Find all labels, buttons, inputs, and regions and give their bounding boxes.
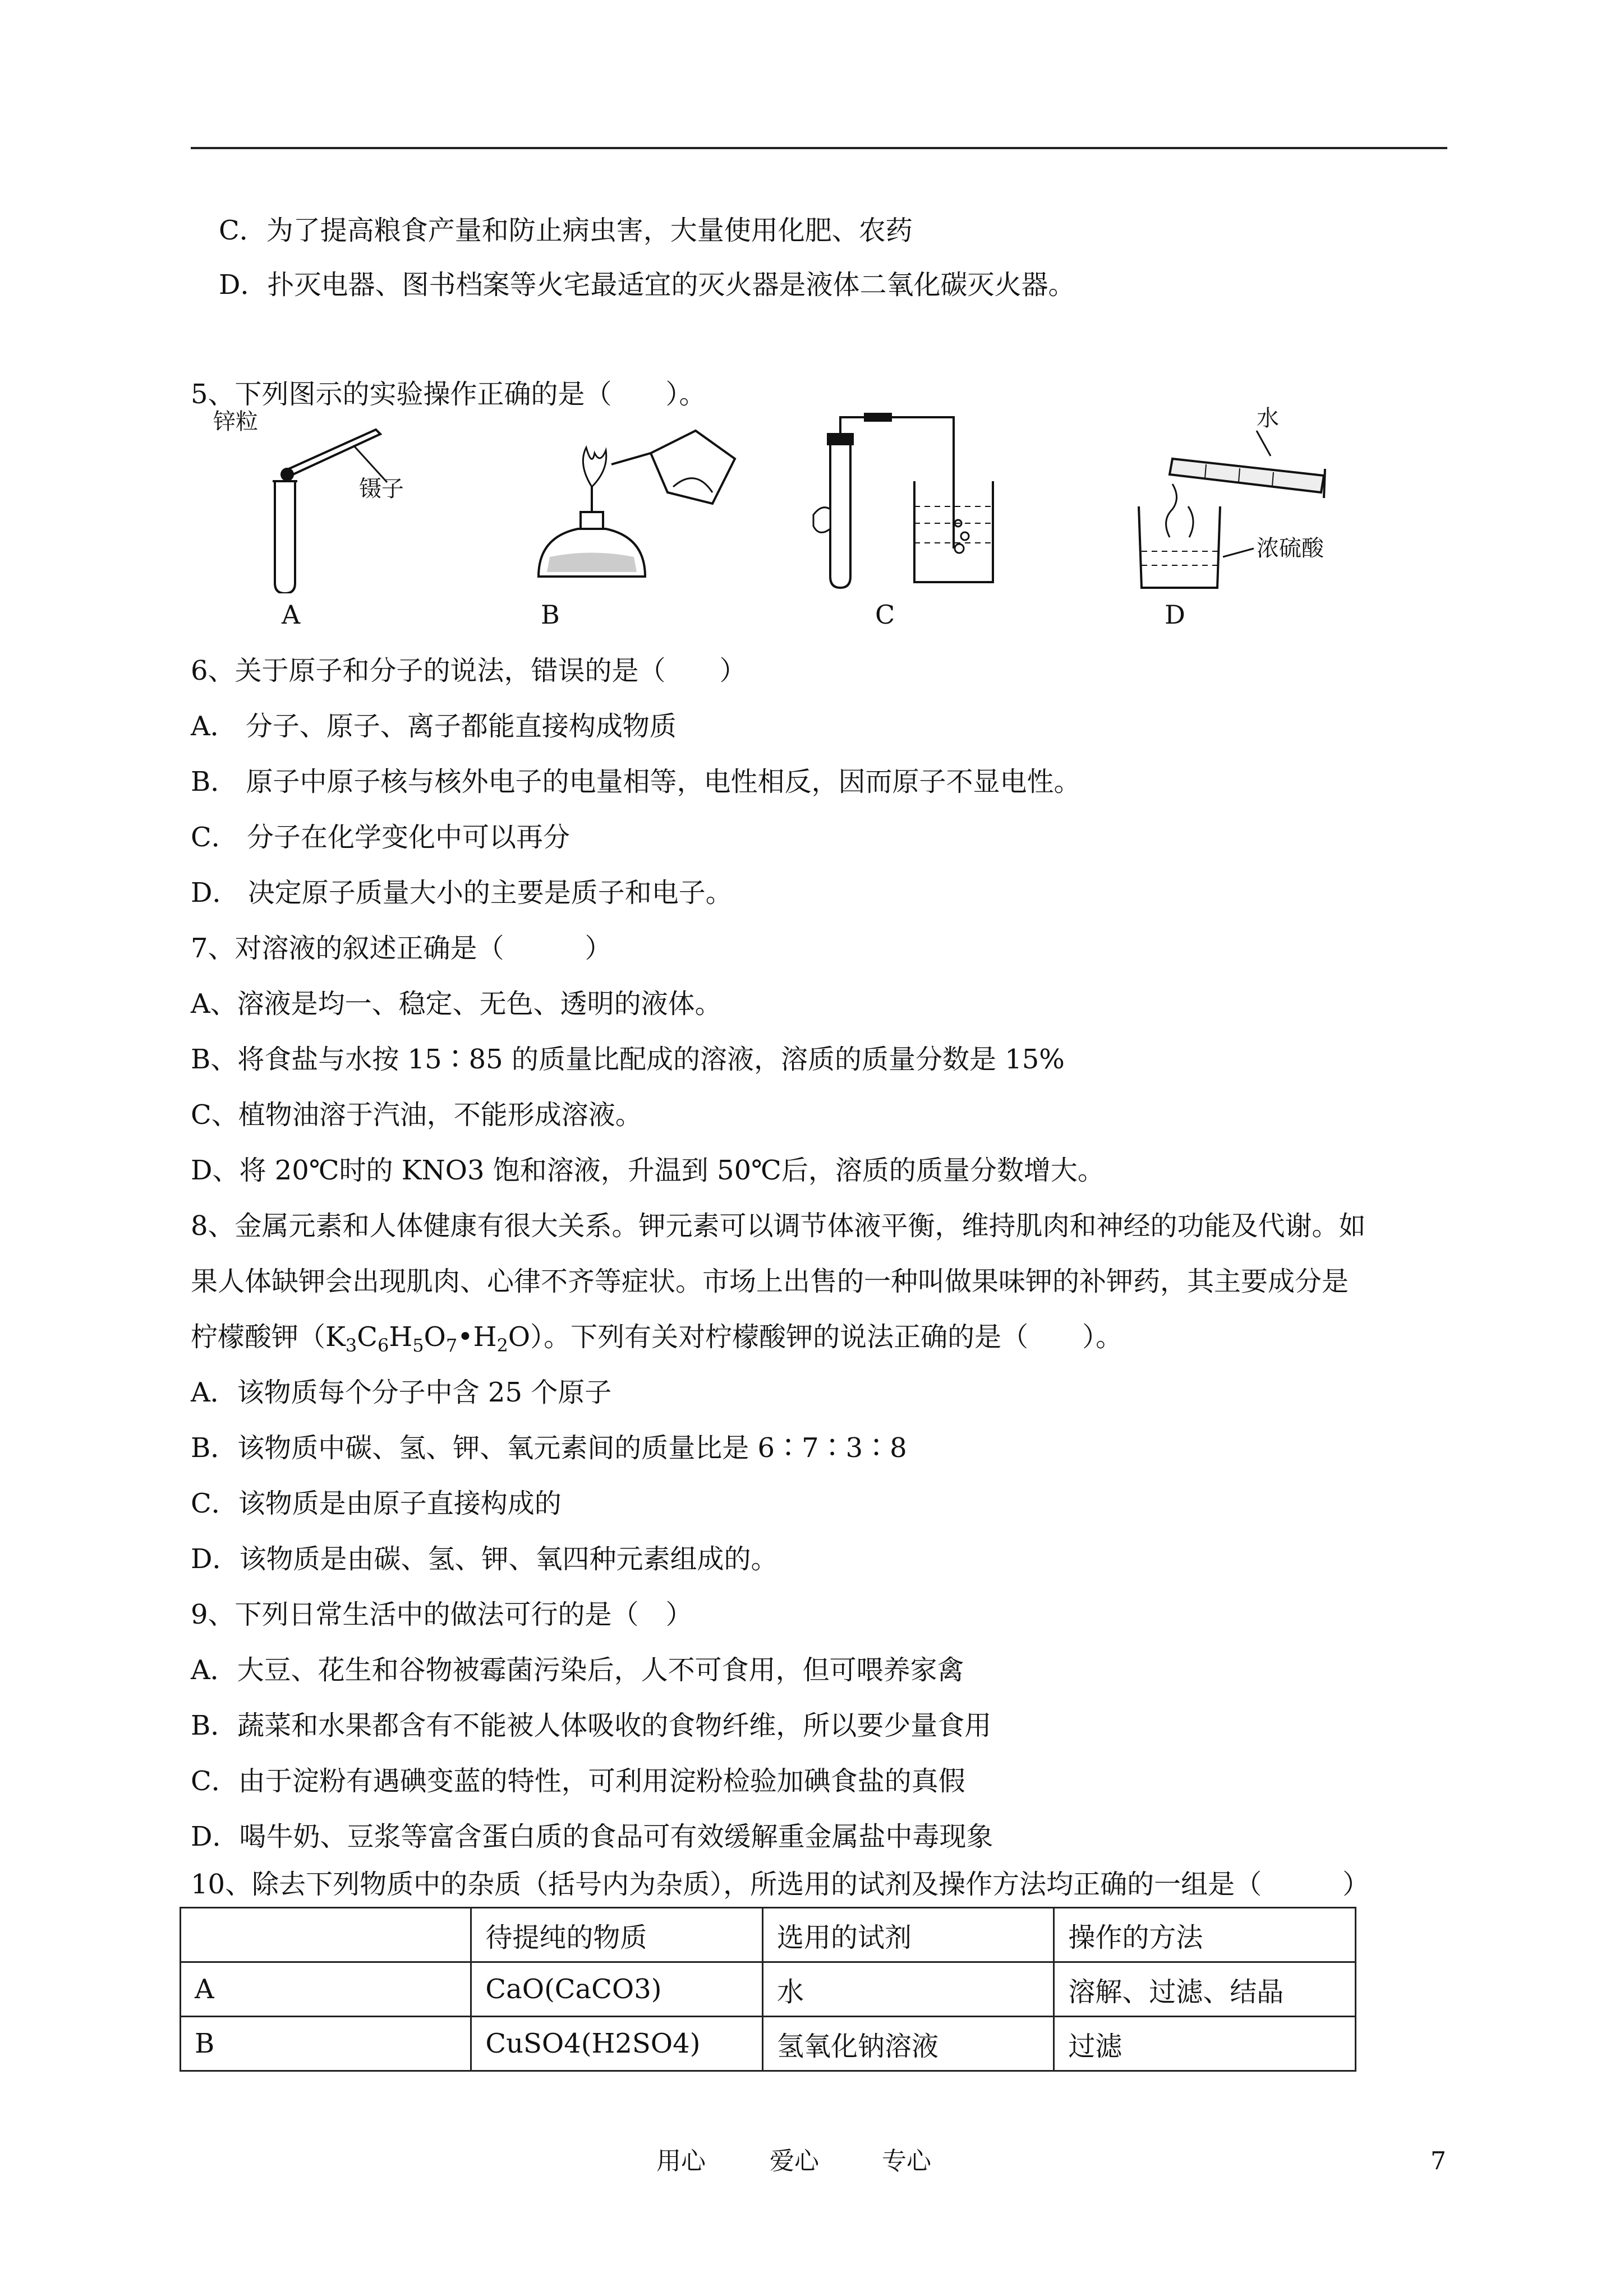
- q4-option-d: D．扑灭电器、图书档案等火宅最适宜的灭火器是液体二氧化碳灭火器。: [219, 269, 1075, 301]
- q8-option-b: B．该物质中碳、氢、钾、氧元素间的质量比是 6∶7∶3∶8: [191, 1432, 907, 1464]
- table-cell: 水: [763, 1962, 1054, 2017]
- figure-d-water-label: 水: [1257, 405, 1279, 431]
- table-cell: 氢氧化钠溶液: [763, 2017, 1054, 2071]
- table-header-row: [181, 1908, 1356, 1962]
- q10-table: [180, 1907, 1356, 2072]
- q5-stem: 5、下列图示的实验操作正确的是（ ）。: [191, 379, 706, 410]
- q7-stem: 7、对溶液的叙述正确是（ ）: [191, 933, 612, 964]
- table-header-cell: 操作的方法: [1054, 1908, 1356, 1962]
- figure-c-label: C: [875, 600, 895, 630]
- q8-stem-line-3: 柠檬酸钾$(K_3C_6H_5O_7•H_2O)$。下列有关对柠檬酸钾的说法正确的是（ ）。: [191, 1321, 1123, 1356]
- table-cell: A: [181, 1962, 471, 2017]
- q8-stem-line-1: 8、金属元素和人体健康有很大关系。钾元素可以调节体液平衡，维持肌肉和神经的功能及代谢。如: [191, 1210, 1366, 1242]
- table-cell: 过滤: [1054, 2017, 1356, 2071]
- q9-option-d: D．喝牛奶、豆浆等富含蛋白质的食品可有效缓解重金属盐中毒现象: [191, 1821, 993, 1852]
- table-row: [181, 2017, 1356, 2071]
- figure-c-gas-collection: [797, 408, 1066, 593]
- figure-d-label: D: [1165, 600, 1185, 630]
- q6-option-b: B． 原子中原子核与核外电子的电量相等，电性相反，因而原子不显电性。: [191, 766, 1081, 797]
- q7-option-b: B、将食盐与水按 15∶85 的质量比配成的溶液，溶质的质量分数是 15%: [191, 1044, 1065, 1075]
- table-header-cell: 待提纯的物质: [471, 1908, 763, 1962]
- footer-word-1: 用心: [656, 2147, 706, 2175]
- table-cell: B: [181, 2017, 471, 2071]
- figure-b-label: B: [541, 600, 560, 630]
- page-number: 7: [1430, 2147, 1446, 2175]
- q6-option-d: D． 决定原子质量大小的主要是质子和电子。: [191, 877, 733, 909]
- q9-option-b: B．蔬菜和水果都含有不能被人体吸收的食物纤维，所以要少量食用: [191, 1710, 992, 1741]
- q8-option-d: D．该物质是由碳、氢、钾、氧四种元素组成的。: [191, 1543, 778, 1575]
- q9-option-c: C．由于淀粉有遇碘变蓝的特性，可利用淀粉检验加碘食盐的真假: [191, 1765, 965, 1797]
- q7-option-c: C、植物油溶于汽油，不能形成溶液。: [191, 1099, 642, 1131]
- q7-option-d: D、将 20℃时的 KNO3 饱和溶液，升温到 50℃后，溶质的质量分数增大。: [191, 1155, 1105, 1186]
- figure-d-dilution: [1116, 408, 1374, 593]
- q9-option-a: A．大豆、花生和谷物被霉菌污染后，人不可食用，但可喂养家禽: [191, 1654, 964, 1686]
- table-cell: CaO(CaCO3): [471, 1962, 763, 2017]
- header-rule: [191, 147, 1447, 149]
- footer-word-3: 专心: [882, 2147, 931, 2175]
- q8-option-c: C．该物质是由原子直接构成的: [191, 1488, 562, 1519]
- figure-b-alcohol-lamp: [516, 408, 752, 593]
- figure-a-label: A: [282, 600, 301, 630]
- table-header-cell: [181, 1908, 471, 1962]
- q8-option-a: A．该物质每个分子中含 25 个原子: [191, 1377, 612, 1408]
- figure-a-tweezers-label: 镊子: [359, 476, 404, 502]
- figure-d-acid-label: 浓硫酸: [1257, 536, 1324, 561]
- q6-stem: 6、关于原子和分子的说法，错误的是（ ）: [191, 655, 747, 686]
- q10-stem: 10、除去下列物质中的杂质（括号内为杂质），所选用的试剂及操作方法均正确的一组是（ ）: [191, 1869, 1370, 1900]
- table-row: [181, 1962, 1356, 2017]
- table-header-cell: 选用的试剂: [763, 1908, 1054, 1962]
- q6-option-c: C． 分子在化学变化中可以再分: [191, 822, 570, 853]
- table-cell: CuSO4(H2SO4): [471, 2017, 763, 2071]
- figure-a-zinc-label: 锌粒: [213, 409, 258, 435]
- footer-word-2: 爱心: [770, 2147, 819, 2175]
- table-cell: 溶解、过滤、结晶: [1054, 1962, 1356, 2017]
- q4-option-c: C．为了提高粮食产量和防止病虫害，大量使用化肥、农药: [219, 215, 913, 246]
- q9-stem: 9、下列日常生活中的做法可行的是（ ）: [191, 1599, 693, 1630]
- q6-option-a: A． 分子、原子、离子都能直接构成物质: [191, 711, 677, 742]
- q7-option-a: A、溶液是均一、稳定、无色、透明的液体。: [191, 988, 722, 1020]
- q8-stem-line-2: 果人体缺钾会出现肌肉、心律不齐等症状。市场上出售的一种叫做果味钾的补钾药，其主要成分是: [191, 1266, 1349, 1297]
